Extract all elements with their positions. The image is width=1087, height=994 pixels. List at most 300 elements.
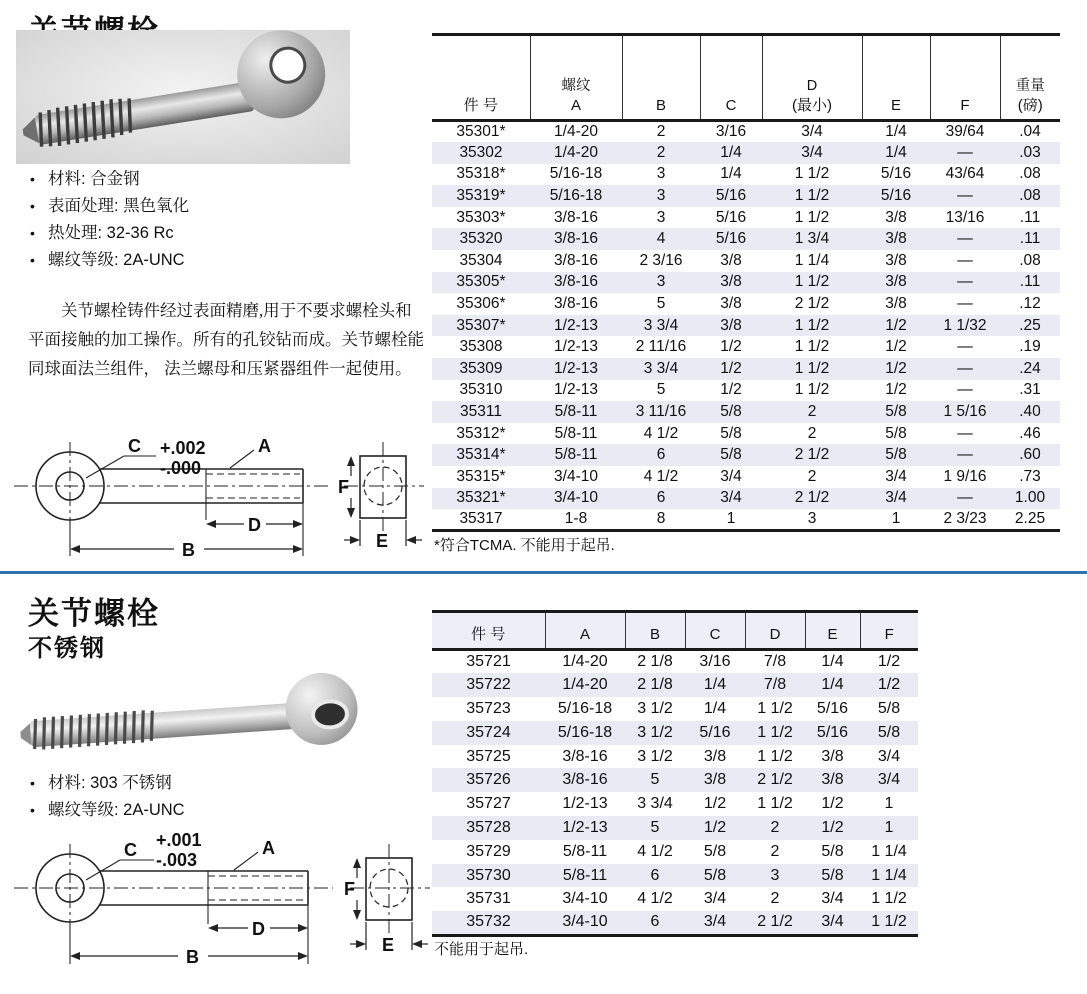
table-cell: 2 [807,424,817,442]
dimension-drawing-threaded [8,436,432,577]
table-cell: 43/64 [945,165,985,183]
table-cell: 3/4 [877,771,901,789]
table-cell: 5/8 [877,699,901,717]
table-cell: 1/4 [885,123,907,141]
table-cell: 1 1/2 [794,359,830,377]
table-cell: 35315* [456,467,506,485]
table-cell: 1 1/2 [794,208,830,226]
table-cell: 3/4 [885,467,907,485]
section2-spec-list [30,770,185,824]
table-cell: 3/8-16 [554,273,598,291]
table-cell: 2 [656,143,666,161]
table-cell: 3/8-16 [554,251,598,269]
stainless-bolt-photo-illustration [16,672,368,768]
table-cell: 3 3/4 [637,795,673,813]
table-cell: 35308 [459,338,503,356]
spec-item [30,770,185,797]
table-cell: 2 11/16 [635,338,687,356]
col-header-part-no: 件 号 [432,612,545,650]
table-row [432,250,1060,272]
table-row [432,228,1060,250]
table-cell: 1/2 [885,316,907,334]
table-cell: 1 1/2 [794,165,830,183]
table-cell: 3/4 [801,143,823,161]
table-row [432,792,918,816]
table-cell: — [957,251,973,269]
table-row [432,816,918,840]
table-cell: 3/4-10 [554,467,598,485]
table-cell: .11 [1019,273,1041,291]
table-cell: 5/16-18 [549,165,603,183]
product-photo-stainless [16,672,368,773]
table-cell: .60 [1019,446,1041,464]
table-cell: 1 [884,818,894,836]
table-cell: 1.00 [1014,489,1046,507]
dimension-drawing-svg [8,436,432,572]
bullet-icon: • [30,252,35,268]
table-cell: 1/2-13 [554,338,598,356]
table-cell: 1 1/2 [757,795,793,813]
table-cell: 3/4-10 [562,890,608,908]
table-cell: 1/2 [885,359,907,377]
table-cell: 2 [770,818,780,836]
table-cell: — [957,424,973,442]
tolerance-minus: -.003 [156,850,198,870]
section2-title: 关节螺栓 [28,596,160,631]
table-cell: 1-8 [530,509,622,531]
table-cell: — [957,273,973,291]
table-cell: 35318* [456,165,506,183]
table-cell: 1/2 [703,795,727,813]
table-cell: 3/8 [885,295,907,313]
table-cell: 1/4 [720,143,742,161]
table-cell: 1 1/2 [871,890,907,908]
table-row [432,380,1060,402]
table-cell: 35302 [459,143,503,161]
table-row [432,423,1060,445]
table-cell: 3 1/2 [637,747,673,765]
table-cell: 2 [807,403,817,421]
table-cell: 3/8-16 [562,747,608,765]
col-header-thread-a: 螺纹 A [530,35,622,121]
table-cell: 5/8-11 [554,424,598,442]
table-cell: 2 1/2 [794,446,830,464]
spec-item [30,247,189,274]
table-cell: 35304 [459,251,503,269]
table-cell: — [957,381,973,399]
table-cell: .04 [1019,123,1041,141]
table1-footnote: *符合TCMA. 不能用于起吊. [434,537,615,554]
tolerance-plus: +.001 [156,832,202,850]
table-cell: 3/4 [703,890,727,908]
col-header-d: D [745,612,805,650]
spec-text: 表面处理: 黑色氧化 [48,197,190,215]
table-row [432,911,918,935]
table-cell: 5 [650,818,660,836]
table-cell: 3 [656,208,666,226]
bullet-icon: • [30,198,35,214]
table-cell: 1/2 [720,381,742,399]
col-header-f: F [860,612,918,650]
table-cell: 1/4 [703,676,727,694]
table-cell: 5/8 [885,424,907,442]
dimension-drawing-svg [8,832,438,982]
table-cell: 1 1/4 [794,251,830,269]
col-header-c: C [685,612,745,650]
table-cell: 35731 [466,890,511,908]
table-cell: 1/2 [877,653,901,671]
table-cell: 35317 [432,509,530,531]
table-cell: 35309 [459,359,503,377]
table-cell: 5/16 [880,187,912,205]
table-cell: 5/8-11 [562,842,608,860]
tolerance-minus: -.000 [160,458,202,478]
table-cell: .12 [1019,295,1041,313]
table-cell: 3/8 [885,208,907,226]
table-row [432,697,918,721]
table-cell: .24 [1019,359,1041,377]
table-cell: 3/8 [720,251,742,269]
table-cell: 5 [656,381,666,399]
table-row [432,745,918,769]
table-row [432,358,1060,380]
table-cell: 35728 [466,818,511,836]
col-header-weight: 重量 (磅) [1000,35,1060,121]
table-cell: .19 [1019,338,1041,356]
table-row [432,401,1060,423]
table-cell: 35727 [466,795,511,813]
table-cell: 3/8 [885,251,907,269]
dim-label-b: B [182,540,195,560]
table-cell: 6 [656,489,666,507]
table-cell: — [957,295,973,313]
table-cell: 1/4-20 [562,676,608,694]
spec-text: 螺纹等级: 2A-UNC [48,801,185,819]
table-cell: 3/8 [720,295,742,313]
table2-header [432,612,918,650]
table-cell: .08 [1019,165,1041,183]
table-row [432,293,1060,315]
table-cell: 5 [656,295,666,313]
table-cell: 2 [770,842,780,860]
table-cell: 6 [656,446,666,464]
table-cell: 5/8 [885,403,907,421]
table-cell: 5 [650,771,660,789]
table-cell: 1/4-20 [562,653,608,671]
section1-description: 关节螺栓铸件经过表面精磨,用于不要求螺栓头和平面接触的加工操作。所有的孔铰钻而成。关节螺栓能同球面法兰组件， 法兰螺母和压紧器组件一起使用。 [28,301,424,378]
table-cell: 35306* [456,295,506,313]
table-cell: 2 [770,890,780,908]
table-cell: 1 1/2 [757,723,793,741]
table-cell: 1/4-20 [554,143,598,161]
table-cell: 3 [656,273,666,291]
table-cell: 3/8 [821,747,844,765]
table-cell: — [957,230,973,248]
section2-subtitle: 不锈钢 [28,635,106,662]
dim-label-d: D [252,919,265,939]
col-header-f: F [930,35,1000,121]
table-cell: 35301* [456,123,506,141]
table-cell: 1 [862,509,930,531]
table-cell: 2 [807,467,817,485]
table-cell: 35311 [460,403,502,421]
bullet-icon: • [30,171,35,187]
table-cell: 2 1/8 [637,676,673,694]
table-cell: 3/4 [720,467,742,485]
table-cell: 1/2-13 [562,795,608,813]
table-row [432,488,1060,510]
table-row [432,650,918,674]
table-cell: 3/8-16 [554,230,598,248]
dim-label-f: F [344,879,355,899]
table-cell: 3/4 [801,123,823,141]
dim-label-f: F [338,477,349,497]
table-cell: 3/8 [720,316,742,334]
table-cell: 1 1/2 [757,747,793,765]
table-cell: 5/8-11 [554,446,598,464]
table-cell: 3 [656,187,666,205]
col-header-e: E [805,612,860,650]
table-cell: .08 [1019,187,1041,205]
table-cell: .46 [1019,424,1041,442]
table-cell: 1/4 [703,699,727,717]
table-cell: 35729 [466,842,511,860]
table1-header [432,35,1060,121]
table-cell: 3 1/2 [637,723,673,741]
table-row [432,887,918,911]
dimension-drawing-stainless [8,832,438,987]
table-cell: 5/8 [720,446,742,464]
table-cell: 1 [884,795,894,813]
table-row [432,185,1060,207]
table-cell: 1 1/2 [794,273,830,291]
table-cell: 4 1/2 [643,424,679,442]
table-cell: 5/16 [715,208,747,226]
table-cell: 3 3/4 [643,359,679,377]
table-cell: 1/4 [821,653,844,671]
table-cell: 35725 [466,747,511,765]
table-cell: 7/8 [763,653,787,671]
table-cell: 35726 [466,771,511,789]
table-cell: 1/2-13 [554,359,598,377]
bullet-icon: • [30,225,35,241]
table-cell: 5/8-11 [562,866,608,884]
table-cell: 35319* [456,187,506,205]
dim-label-c: C [124,840,137,860]
section1-spec-list [30,166,189,274]
table-cell: 5/16 [880,165,912,183]
table-cell: 1/2 [703,818,727,836]
table-cell: 35314* [456,446,506,464]
table1-body [432,121,1060,531]
table-cell: 7/8 [763,676,787,694]
table-cell: 3 11/16 [635,403,687,421]
table-cell: 1/2 [821,818,844,836]
table-cell: 5/8 [720,424,742,442]
table-cell: 3/16 [699,653,731,671]
col-header-b: B [622,35,700,121]
table-cell: 5/16 [715,187,747,205]
table-cell: 3 1/2 [637,699,673,717]
table-cell: 1 1/2 [794,187,830,205]
spec-item [30,797,185,824]
table-cell: 1 [700,509,762,531]
table-cell: 35320 [459,230,503,248]
table-cell: 35730 [466,866,511,884]
table-cell: 3/8 [720,273,742,291]
table-cell: 5/8 [885,446,907,464]
table-cell: 35724 [466,723,511,741]
table-cell: 2 1/2 [757,771,793,789]
table-cell: 3 3/4 [643,316,679,334]
threaded-bolt-spec-table [432,33,1060,532]
table-cell: 1 1/2 [860,911,918,935]
table-cell: 1/2 [877,676,901,694]
table-cell: 35310 [459,381,503,399]
table-row [432,207,1060,229]
table-row [432,315,1060,337]
section-divider [0,571,1087,574]
dim-label-a: A [262,838,275,858]
table-cell: 5/8 [877,723,901,741]
table-row [432,142,1060,164]
table-row [432,509,1060,531]
table-row [432,768,918,792]
table-cell: 5/16-18 [557,723,613,741]
table-cell: 4 1/2 [637,890,673,908]
table-cell: 2 1/8 [637,653,673,671]
table-cell: 1/2 [821,795,844,813]
table-cell: 35312* [456,424,506,442]
product-photo-threaded [16,30,350,169]
table-cell: 3/8 [885,230,907,248]
table-row [432,466,1060,488]
dim-label-e: E [382,935,395,955]
table-row [432,164,1060,186]
table-cell: 1 1/4 [871,842,907,860]
table-row [432,444,1060,466]
table-cell: 3/8 [703,747,727,765]
table-cell: 1/4-20 [554,123,598,141]
table-cell: 2.25 [1000,509,1060,531]
table-cell: 3/4 [685,911,745,935]
dim-label-a: A [258,436,271,456]
table-cell: .03 [1019,143,1041,161]
table-cell: 1/2 [885,381,907,399]
table-cell: 5/16-18 [549,187,603,205]
table-cell: 3/8-16 [554,208,598,226]
spec-text: 热处理: 32-36 Rc [48,224,174,242]
table-cell: 39/64 [945,123,985,141]
table-cell: 35721 [466,653,511,671]
table-cell: .40 [1019,403,1041,421]
table-cell: 5/16 [699,723,731,741]
table-cell: — [957,143,973,161]
col-header-a: A [545,612,625,650]
table-cell: 3 [770,866,780,884]
table-cell: 3/8-16 [562,771,608,789]
table-cell: .73 [1019,467,1041,485]
table-cell: .08 [1019,251,1041,269]
spec-item [30,193,189,220]
table-row [432,673,918,697]
swing-bolt-photo-illustration [16,30,350,164]
table2-body [432,650,918,936]
table-cell: 1/4 [885,143,907,161]
col-header-part-no: 件 号 [432,35,530,121]
table-cell: 5/8-11 [554,403,598,421]
table-cell: 1 1/32 [943,316,987,334]
table-cell: 1/4 [821,676,844,694]
table-cell: 1 1/2 [794,316,830,334]
spec-text: 材料: 合金钢 [48,170,140,188]
table-cell: 3/4 [885,489,907,507]
table-cell: 35321* [456,489,506,507]
table-cell: 5/8 [703,866,727,884]
bullet-icon: • [30,775,35,791]
table-cell: 5/16 [816,699,849,717]
table-cell: 2 [656,123,666,141]
table-cell: 3 [656,165,666,183]
table-cell: 3/4 [821,890,844,908]
table-row [432,840,918,864]
table-cell: 4 [656,230,666,248]
table-cell: 6 [625,911,685,935]
table-cell: 5/8 [821,842,844,860]
table-cell: 3 [762,509,862,531]
table-cell: 3/4-10 [545,911,625,935]
table-cell: 2 1/2 [794,489,830,507]
table-cell: 35723 [466,699,511,717]
table-cell: 1/2-13 [562,818,608,836]
dim-label-c: C [128,436,141,456]
table-cell: — [957,359,973,377]
table-cell: 6 [650,866,660,884]
table-cell: 3/8 [885,273,907,291]
table-cell: 1 1/4 [871,866,907,884]
spec-item [30,166,189,193]
table-cell: 3/8 [703,771,727,789]
table-cell: 1 5/16 [943,403,987,421]
table-cell: 3/8-16 [554,295,598,313]
spec-item [30,220,189,247]
table-cell: 1/2 [720,338,742,356]
table-cell: 1/4 [720,165,742,183]
bullet-icon: • [30,802,35,818]
table-cell: 13/16 [945,208,985,226]
table-cell: 1 1/2 [794,338,830,356]
col-header-c: C [700,35,762,121]
table-cell: 1/2 [720,359,742,377]
table-cell: .25 [1019,316,1041,334]
table-row [432,336,1060,358]
table-cell: .31 [1019,381,1041,399]
table-cell: 35303* [456,208,506,226]
table-row [432,864,918,888]
table-cell: 3/16 [715,123,747,141]
table-cell: 1/2 [885,338,907,356]
table-cell: 2 3/23 [930,509,1000,531]
table-cell: 1 1/2 [757,699,793,717]
table-cell: 4 1/2 [637,842,673,860]
table-cell: 5/8 [703,842,727,860]
table2-footnote: 不能用于起吊. [434,941,529,958]
table-cell: 3/4-10 [554,489,598,507]
table-cell: 4 1/2 [643,467,679,485]
table-cell: 5/16 [715,230,747,248]
table-cell: 5/8 [821,866,844,884]
table-cell: 3/4 [877,747,901,765]
